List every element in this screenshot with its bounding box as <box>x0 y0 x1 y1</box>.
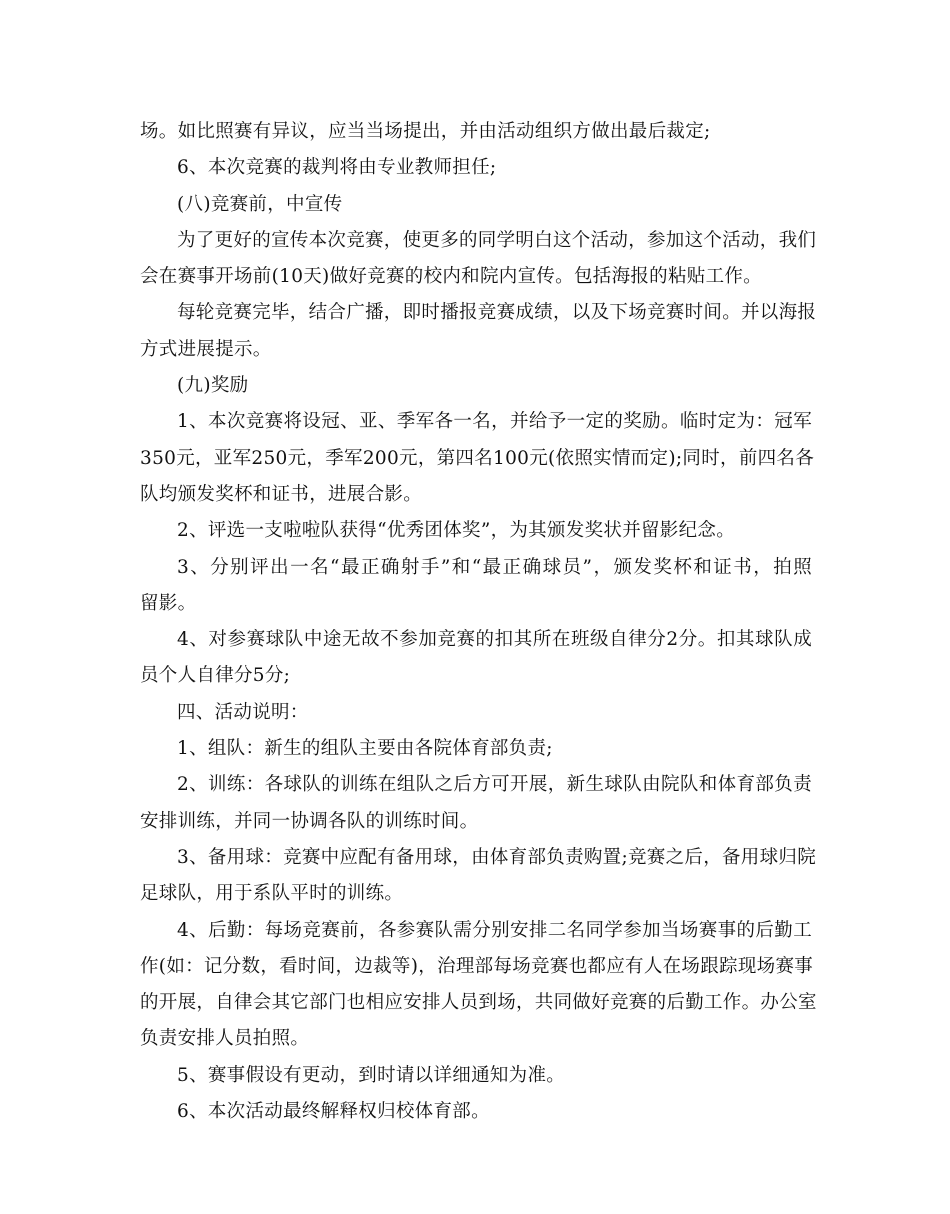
text-line: 场。如比照赛有异议，应当当场提出，并由活动组织方做出最后裁定; <box>140 121 711 142</box>
text-line: 5、赛事假设有更动，到时请以详细通知为准。 <box>177 1064 566 1086</box>
text-line: 留影。 <box>140 592 197 614</box>
text-line: 员个人自律分5分; <box>140 665 291 687</box>
section-heading: 四、活动说明： <box>177 701 309 723</box>
text-line: 2、训练：各球队的训练在组队之后方可开展，新生球队由院队和体育部负责 <box>177 774 812 796</box>
text-line: 4、对参赛球队中途无故不参加竞赛的扣其所在班级自律分2分。扣其球队成 <box>177 629 812 651</box>
text-line: 350元，亚军250元，季军200元，第四名100元(依照实情而定);同时，前四名各 <box>140 447 815 469</box>
text-line: 作(如：记分数，看时间，边裁等)，治理部每场竞赛也都应有人在场跟踪现场赛事 <box>140 955 814 977</box>
document-body <box>140 114 817 1130</box>
text-line: 4、后勤：每场竞赛前，各参赛队需分别安排二名同学参加当场赛事的后勤工 <box>177 919 812 941</box>
text-line: 2、评选一支啦啦队获得“优秀团体奖”，为其颁发奖状并留影纪念。 <box>177 520 735 542</box>
text-line: 为了更好的宣传本次竞赛，使更多的同学明白这个活动，参加这个活动，我们 <box>177 229 817 251</box>
text-line: 每轮竞赛完毕，结合广播，即时播报竞赛成绩，以及下场竞赛时间。并以海报 <box>177 302 817 324</box>
text-line: 安排训练，并同一协调各队的训练时间。 <box>140 810 479 832</box>
text-line: 3、分别评出一名“最正确射手”和“最正确球员”，颁发奖杯和证书，拍照 <box>177 556 812 578</box>
text-line: 3、备用球：竞赛中应配有备用球，由体育部负责购置;竞赛之后，备用球归院 <box>177 846 817 868</box>
text-line: 1、本次竞赛将设冠、亚、季军各一名，并给予一定的奖励。临时定为：冠军 <box>177 411 812 433</box>
text-line: 队均颁发奖杯和证书，进展合影。 <box>140 483 423 505</box>
text-line: 方式进展提示。 <box>140 338 272 360</box>
text-line: 6、本次活动最终解释权归校体育部。 <box>177 1101 490 1123</box>
section-heading: (九)奖励 <box>177 375 249 397</box>
text-line: 的开展，自律会其它部门也相应安排人员到场，共同做好竞赛的后勤工作。办公室 <box>140 992 817 1014</box>
section-heading: (八)竞赛前，中宣传 <box>177 193 343 215</box>
text-line: 会在赛事开场前(10天)做好竞赛的校内和院内宣传。包括海报的粘贴工作。 <box>140 266 762 288</box>
text-line: 负责安排人员拍照。 <box>140 1028 310 1050</box>
text-line: 6、本次竞赛的裁判将由专业教师担任; <box>177 157 497 179</box>
text-line: 1、组队：新生的组队主要由各院体育部负责; <box>177 738 553 760</box>
text-line: 足球队，用于系队平时的训练。 <box>140 883 404 905</box>
